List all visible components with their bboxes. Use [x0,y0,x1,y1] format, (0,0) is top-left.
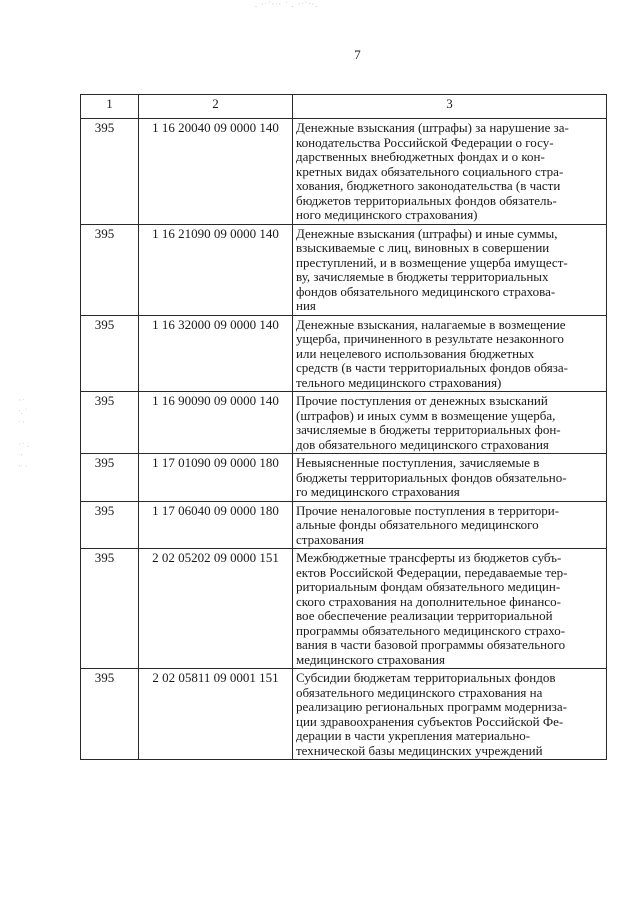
admin-code-cell: 395 [81,119,139,225]
table-row [81,501,607,549]
header-col-2: 2 [139,95,293,119]
description-line: го медицинского страхования [296,484,460,499]
description-line: Денежные взыскания, налагаемые в возмещение [296,316,566,332]
description-line: бюджеты территориальных фондов обязательно- [296,469,567,485]
header-col-1: 1 [81,95,139,119]
table-row [81,669,607,760]
description-line: Невыясненные поступления, зачисляемые в [296,455,540,470]
description-line: технической базы медицинских учреждений [296,742,543,758]
description-line: ного медицинского страхования) [296,207,478,222]
description-line: обязательного медицинского страхования на [296,684,543,700]
page-number: 7 [354,47,361,62]
budget-code-cell: 1 16 90090 09 0000 140 [139,392,293,454]
description-cell [293,549,607,669]
table-row [81,119,607,225]
admin-code-cell: 395 [81,669,139,760]
description-line: ции здравоохранения субъектов Российской Фе- [296,713,564,729]
table-body [81,119,607,760]
description-line: зачисляемые в бюджеты территориальных фон- [296,422,561,437]
budget-code-cell: 1 16 20040 09 0000 140 [139,119,293,225]
description-line: фондов обязательного медицинского страхова- [296,283,556,299]
description-line: средств (в части территориальных фондов обяза- [296,360,569,375]
budget-code-cell: 2 02 05811 09 0001 151 [139,669,293,760]
description-line: хования, бюджетного законодательства (в части [296,178,561,193]
description-line: дерации в части укрепления материально- [296,728,531,743]
table-row [81,224,607,315]
table-row [81,454,607,502]
description-line: тельного медицинского страхования) [296,374,502,390]
description-cell [293,224,607,315]
table-row [81,315,607,392]
description-cell [293,392,607,454]
table-row [81,549,607,669]
description-line: дов обязательного медицинского страхования [296,436,549,452]
description-line: Прочие неналоговые поступления в территори- [296,502,560,518]
scan-artifact-top: . ·ˑ˙·ˑ· ˙ . ·ˑ˙ˑ·. [255,0,319,9]
description-line: ского страхования на дополнительное финансо- [296,593,561,609]
description-line: реализацию региональных программ модерниза- [296,699,567,714]
description-line: ущерба, причиненного в результате незаконного [296,331,564,346]
scan-artifact-margin: · ˑ ·. ˙ ˑ · · ˑ . ˑ· ·ˑ · [18,396,29,471]
description-line: ния [296,298,316,313]
description-line: альные фонды обязательного медицинского [296,517,539,532]
table-row [81,392,607,454]
description-line: Денежные взыскания (штрафы) за нарушение за- [296,120,569,135]
admin-code-cell: 395 [81,315,139,392]
description-line: преступлений, и в возмещение ущерба имущест- [296,254,568,270]
description-line: Прочие поступления от денежных взысканий [296,393,548,408]
description-line: страхования [296,531,365,547]
budget-code-cell: 1 17 06040 09 0000 180 [139,501,293,549]
description-line: риториальным фондам обязательного медицин- [296,579,561,594]
description-line: ектов Российской Федерации, передаваемые тер- [296,564,568,580]
description-line: дарственных внебюджетных фондах и о кон- [296,149,545,164]
description-cell [293,119,607,225]
description-cell [293,669,607,760]
revenue-codes-table [80,94,607,760]
admin-code-cell: 395 [81,392,139,454]
admin-code-cell: 395 [81,549,139,669]
description-line: Субсидии бюджетам территориальных фондов [296,670,556,685]
description-line: или нецелевого использования бюджетных [296,345,535,361]
description-line: (штрафов) и иных сумм в возмещение ущерба, [296,407,556,423]
description-cell [293,454,607,502]
budget-code-cell: 1 16 21090 09 0000 140 [139,224,293,315]
description-line: Денежные взыскания (штрафы) и иные суммы, [296,225,558,241]
description-line: конодательства Российской Федерации о госу- [296,134,554,150]
description-line: вое обеспечение реализации территориальной [296,608,553,623]
description-line: медицинского страхования [296,651,445,667]
description-line: ву, зачисляемые в бюджеты территориальных [296,269,549,284]
budget-code-cell: 1 17 01090 09 0000 180 [139,454,293,502]
admin-code-cell: 395 [81,501,139,549]
description-cell [293,315,607,392]
description-line: бюджетов территориальных фондов обязатель- [296,192,557,208]
admin-code-cell: 395 [81,224,139,315]
description-line: Межбюджетные трансферты из бюджетов субъ- [296,550,562,565]
header-col-3: 3 [293,95,607,119]
budget-code-cell: 1 16 32000 09 0000 140 [139,315,293,392]
admin-code-cell: 395 [81,454,139,502]
description-line: взыскиваемые с лиц, виновных в совершении [296,240,550,255]
budget-code-cell: 2 02 05202 09 0000 151 [139,549,293,669]
description-line: кретных видах обязательного социального стра- [296,163,564,179]
description-line: программы обязательного медицинского страхо- [296,622,566,638]
description-line: вания в части базовой программы обязательного [296,637,566,652]
description-cell [293,501,607,549]
table-header-row [81,95,607,119]
